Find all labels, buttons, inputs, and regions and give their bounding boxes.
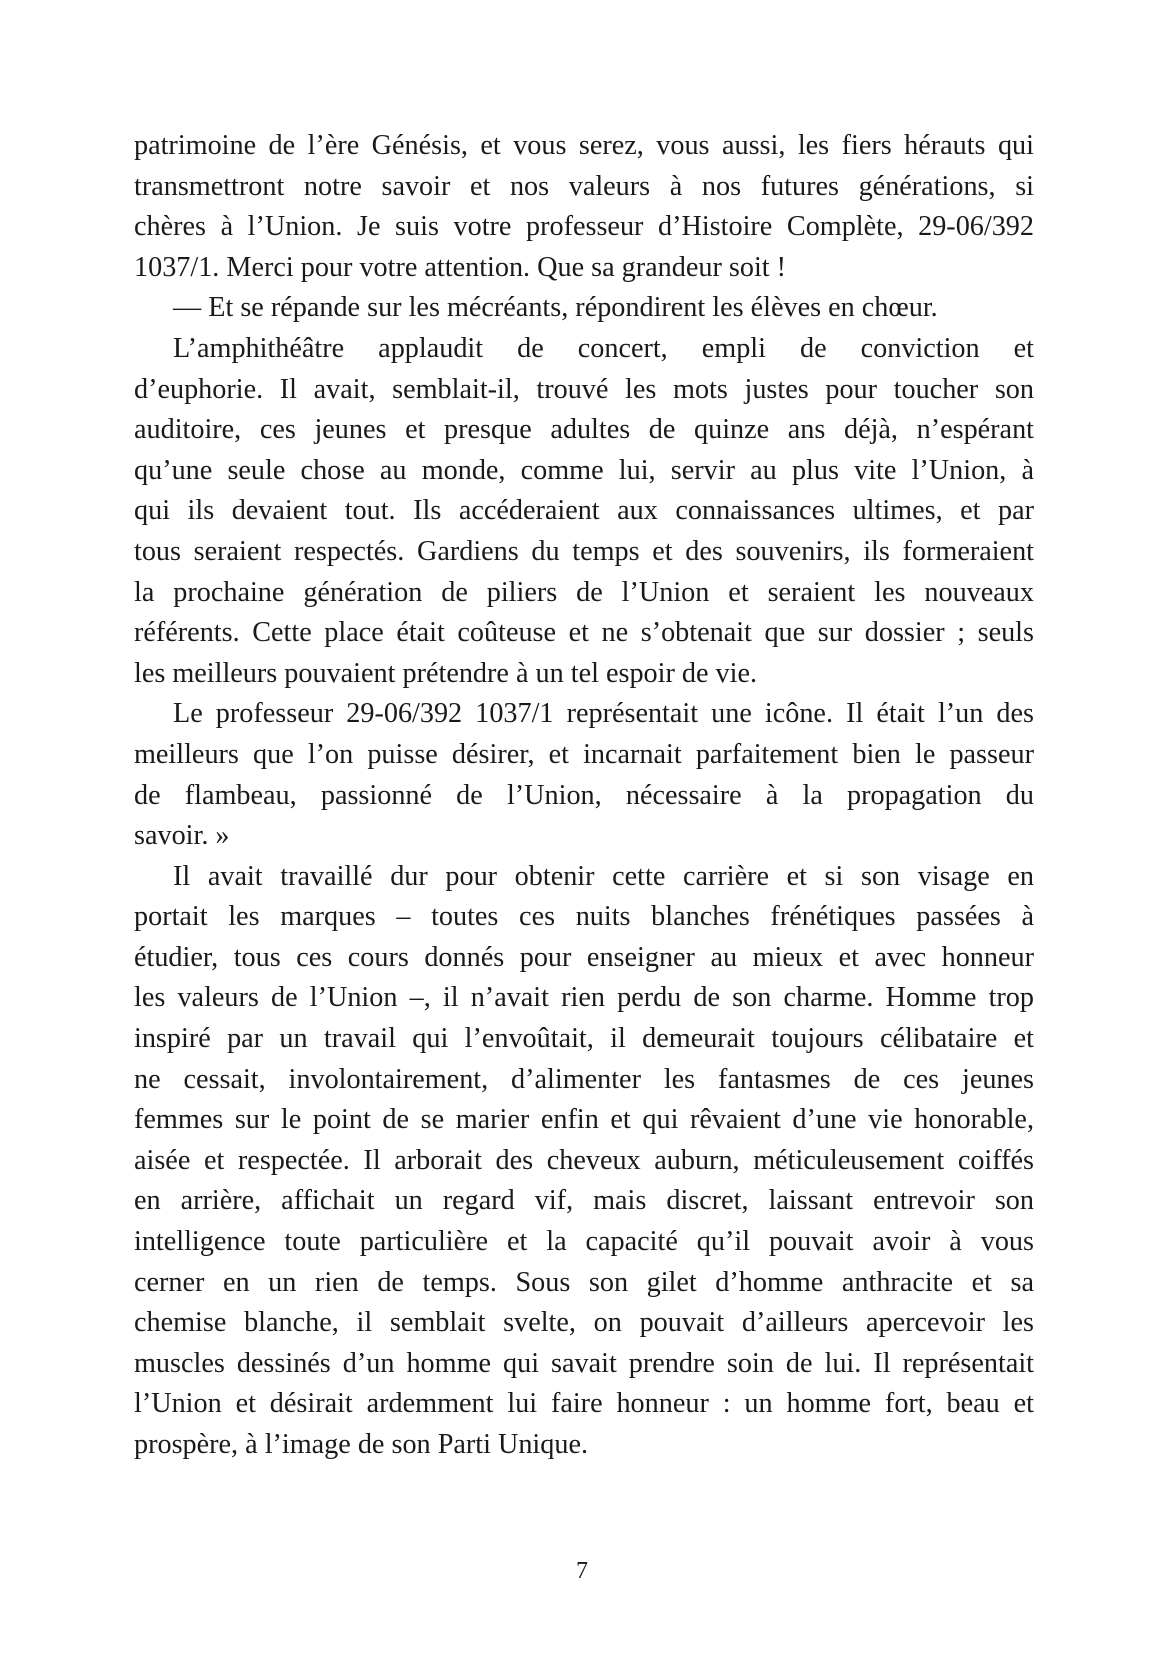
text-line: portait les marques – toutes ces nuits blanches frénétiques passées à (134, 901, 1034, 933)
text-line: intelligence toute particulière et la capacité qu’il pouvait avoir à vous (134, 1226, 1034, 1258)
paragraph-first-line: Il avait travaillé dur pour obtenir cette carrière et si son visage en (173, 860, 1034, 892)
text-line: référents. Cette place était coûteuse et ne s’obtenait que sur dossier ; seuls (134, 617, 1034, 649)
text-line: inspiré par un travail qui l’envoûtait, il demeurait toujours célibataire et (134, 1023, 1034, 1055)
text-line: de flambeau, passionné de l’Union, nécessaire à la propagation du (134, 779, 1034, 811)
text-line: meilleurs que l’on puisse désirer, et incarnait parfaitement bien le passeur (134, 738, 1034, 770)
text-line: les meilleurs pouvaient prétendre à un tel espoir de vie. (134, 657, 758, 689)
text-line: l’Union et désirait ardemment lui faire honneur : un homme fort, beau et (134, 1388, 1034, 1420)
text-line: femmes sur le point de se marier enfin et qui rêvaient d’une vie honorable, (134, 1104, 1034, 1136)
text-line: étudier, tous ces cours donnés pour enseigner au mieux et avec honneur (134, 941, 1034, 973)
text-line: chères à l’Union. Je suis votre professeur d’Histoire Complète, 29-06/392 (134, 211, 1034, 243)
text-line: auditoire, ces jeunes et presque adultes de quinze ans déjà, n’espérant (134, 414, 1034, 446)
text-line: ne cessait, involontairement, d’alimenter les fantasmes de ces jeunes (134, 1063, 1034, 1095)
text-line: 1037/1. Merci pour votre attention. Que sa grandeur soit ! (134, 251, 787, 283)
text-line: aisée et respectée. Il arborait des cheveux auburn, méticuleusement coiffés (134, 1144, 1034, 1176)
text-line: en arrière, affichait un regard vif, mais discret, laissant entrevoir son (134, 1185, 1034, 1217)
text-line: la prochaine génération de piliers de l’Union et seraient les nouveaux (134, 576, 1034, 608)
page-number: 7 (576, 1558, 588, 1584)
text-line: transmettront notre savoir et nos valeurs à nos futures générations, si (134, 170, 1034, 202)
text-line: tous seraient respectés. Gardiens du temps et des souvenirs, ils formeraient (134, 535, 1034, 567)
text-line: muscles dessinés d’un homme qui savait prendre soin de lui. Il représentait (134, 1347, 1034, 1379)
text-line: prospère, à l’image de son Parti Unique. (134, 1429, 589, 1460)
page-body (134, 126, 1034, 1466)
text-line: les valeurs de l’Union –, il n’avait rien perdu de son charme. Homme trop (134, 982, 1034, 1014)
text-line: qui ils devaient tout. Ils accéderaient aux connaissances ultimes, et par (134, 495, 1034, 527)
text-line: patrimoine de l’ère Génésis, et vous serez, vous aussi, les fiers hérauts qui (134, 130, 1034, 161)
text-line: chemise blanche, il semblait svelte, on pouvait d’ailleurs apercevoir les (134, 1307, 1034, 1339)
dialogue-line: — Et se répande sur les mécréants, répondirent les élèves en chœur. (173, 292, 938, 324)
text-line: savoir. » (134, 820, 230, 852)
paragraph-first-line: L’amphithéâtre applaudit de concert, empli de conviction et (173, 332, 1034, 364)
text-line: cerner en un rien de temps. Sous son gilet d’homme anthracite et sa (134, 1266, 1034, 1298)
paragraph-first-line: Le professeur 29-06/392 1037/1 représentait une icône. Il était l’un des (173, 698, 1034, 730)
text-line: d’euphorie. Il avait, semblait-il, trouvé les mots justes pour toucher son (134, 373, 1034, 405)
text-line: qu’une seule chose au monde, comme lui, servir au plus vite l’Union, à (134, 454, 1034, 486)
